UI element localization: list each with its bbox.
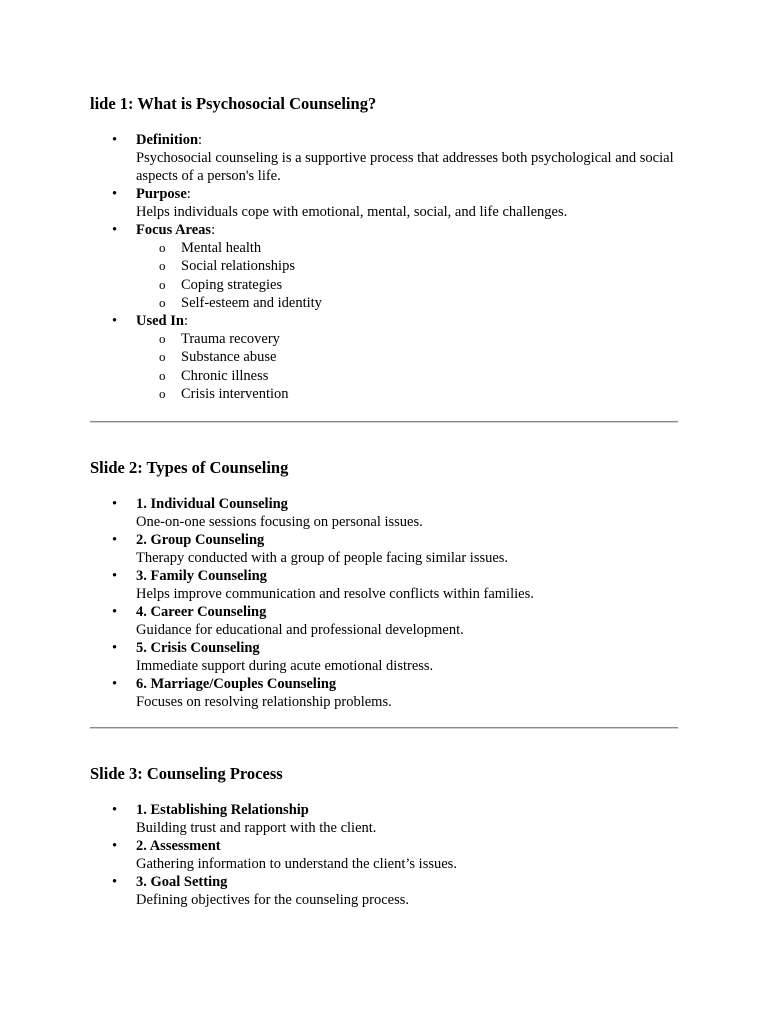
list-item (90, 221, 678, 312)
list-item (90, 312, 678, 403)
list-item (90, 567, 678, 603)
slide1-title: lide 1: What is Psychosocial Counseling? (90, 94, 377, 113)
focus-areas-sublist (136, 239, 678, 312)
sub-list-item: o Mental health (136, 239, 678, 257)
item-term: Focus Areas (136, 222, 212, 238)
item-description: Helps improve communication and resolve conflicts within families. (136, 586, 534, 602)
list-item (90, 675, 678, 711)
list-item (90, 185, 678, 221)
item-description: Building trust and rapport with the client. (136, 820, 377, 836)
sub-list-item: o Social relationships (136, 257, 678, 275)
list-item (90, 639, 678, 675)
sub-list-item: o Self-esteem and identity (136, 294, 678, 312)
slide3-list (90, 801, 678, 909)
slide3-title: Slide 3: Counseling Process (90, 764, 283, 783)
horizontal-divider (90, 727, 678, 729)
item-colon: : (183, 313, 188, 330)
list-item (90, 603, 678, 639)
item-term: 3. Family Counseling (136, 568, 267, 584)
item-description: Defining objectives for the counseling process. (136, 892, 410, 908)
item-term: 5. Crisis Counseling (136, 640, 260, 656)
item-term: 1. Establishing Relationship (136, 802, 309, 818)
item-term: Used In (136, 313, 184, 330)
horizontal-divider (90, 421, 678, 423)
item-term: 3. Goal Setting (136, 874, 228, 890)
list-item (90, 531, 678, 567)
item-description: Psychosocial counseling is a supportive process that addresses both psychological and social aspects of a person's life. (136, 150, 674, 184)
sub-list-item: o Chronic illness (136, 367, 678, 385)
item-term: 4. Career Counseling (136, 604, 267, 620)
item-description: Focuses on resolving relationship problems. (136, 694, 392, 710)
item-description: Therapy conducted with a group of people facing similar issues. (136, 550, 509, 566)
list-item (90, 837, 678, 873)
sub-list-item: o Crisis intervention (136, 385, 678, 403)
item-term: 2. Assessment (136, 838, 221, 854)
sub-list-item: o Coping strategies (136, 276, 678, 294)
item-colon: : (186, 186, 191, 202)
item-term: 6. Marriage/Couples Counseling (136, 676, 337, 692)
item-description: One-on-one sessions focusing on personal issues. (136, 514, 423, 530)
sub-list-item: o Substance abuse (136, 348, 678, 366)
item-term: Purpose (136, 186, 187, 202)
item-description: Helps individuals cope with emotional, mental, social, and life challenges. (136, 204, 568, 220)
item-description: Immediate support during acute emotional distress. (136, 658, 434, 674)
item-term: 2. Group Counseling (136, 532, 265, 548)
slide1-list (90, 131, 678, 403)
slide2-title: Slide 2: Types of Counseling (90, 458, 289, 477)
list-item (90, 131, 678, 185)
slide2-list (90, 495, 678, 711)
used-in-sublist (136, 330, 678, 403)
item-term: Definition (136, 132, 199, 148)
sub-list-item: o Trauma recovery (136, 330, 678, 348)
item-colon: : (211, 222, 216, 238)
item-term: 1. Individual Counseling (136, 496, 288, 512)
list-item (90, 801, 678, 837)
list-item (90, 495, 678, 531)
list-item (90, 873, 678, 909)
item-description: Gathering information to understand the client’s issues. (136, 856, 457, 872)
item-colon: : (198, 132, 203, 148)
item-description: Guidance for educational and professional development. (136, 622, 464, 638)
